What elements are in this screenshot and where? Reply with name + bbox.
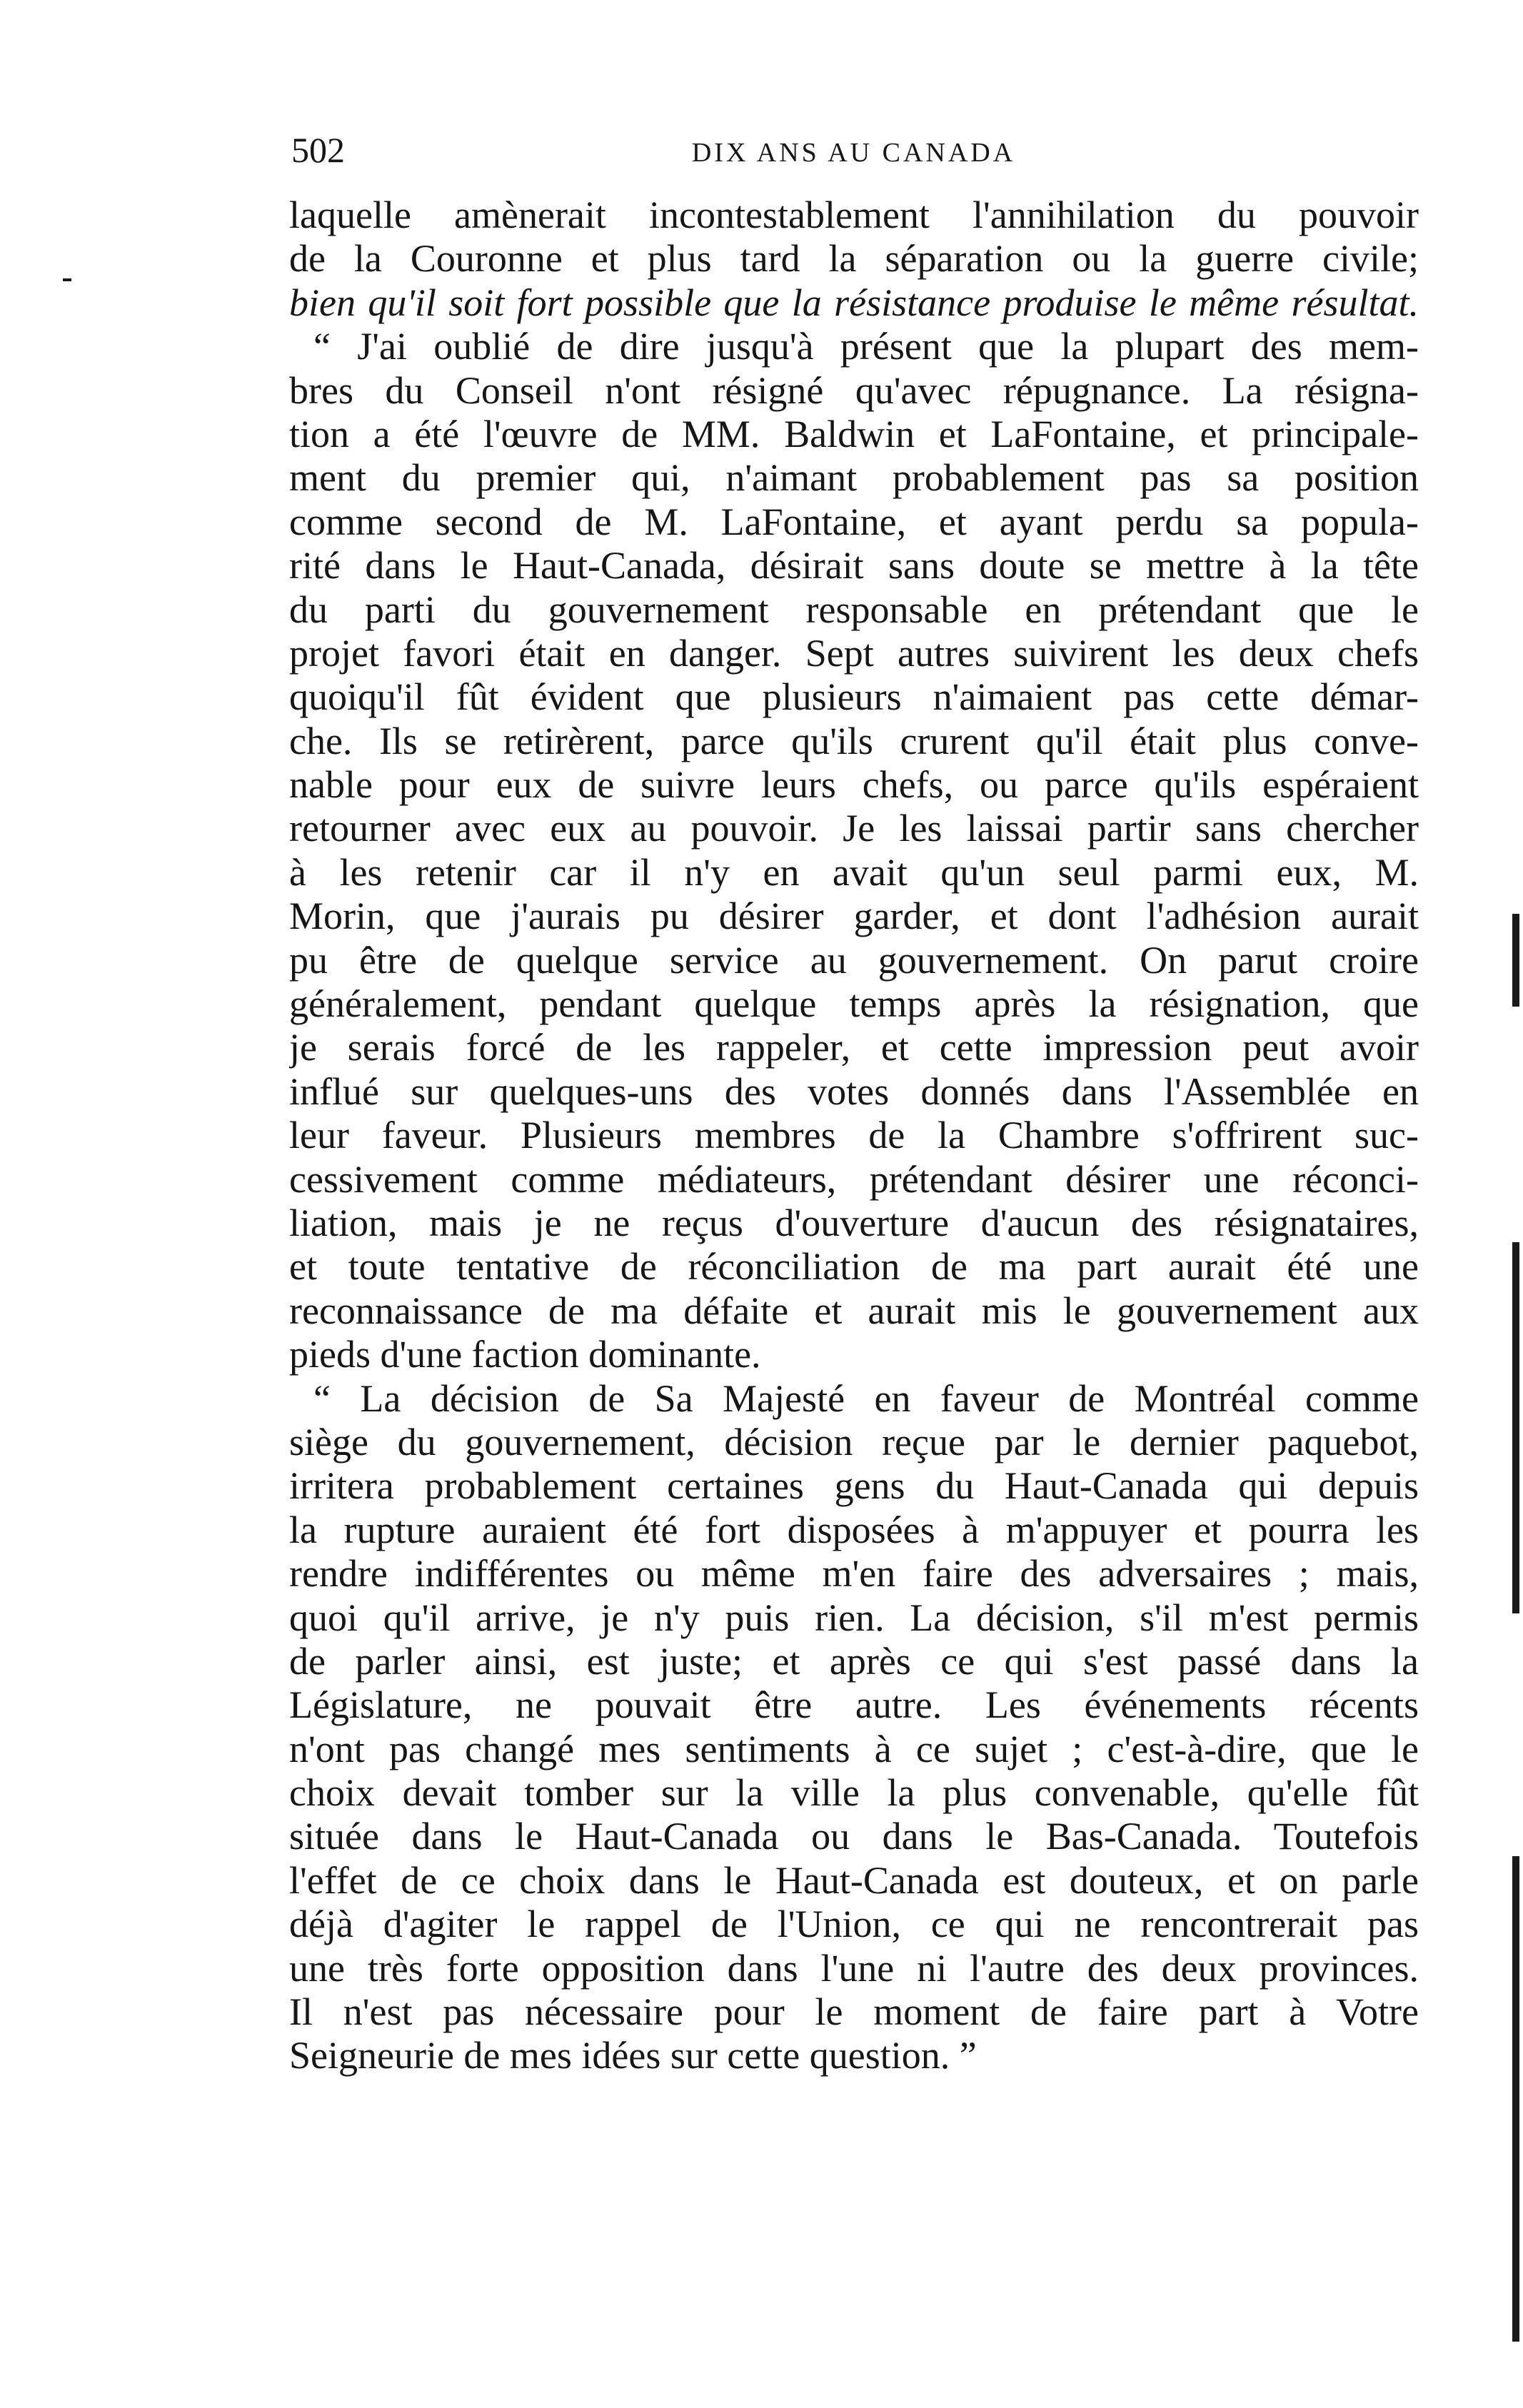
body-text	[289, 193, 1419, 2078]
text-line: bien qu'il soit fort possible que la résistance produise le même résultat.	[289, 281, 1419, 324]
text-line: choix devait tomber sur la ville la plus convenable, qu'elle fût	[289, 1771, 1419, 1815]
text-line: projet favori était en danger. Sept autres suivirent les deux chefs	[289, 631, 1419, 675]
text-line: cessivement comme médiateurs, prétendant désirer une réconci-	[289, 1157, 1419, 1201]
text-line: rendre indifférentes ou même m'en faire des adversaires ; mais,	[289, 1552, 1419, 1596]
scan-edge-mark	[1512, 1856, 1519, 2342]
text-line: comme second de M. LaFontaine, et ayant perdu sa popula-	[289, 500, 1419, 543]
text-line: quoiqu'il fût évident que plusieurs n'aimaient pas cette démar-	[289, 675, 1419, 719]
paragraph-end-line: Seigneurie de mes idées sur cette question. ”	[289, 2034, 977, 2077]
text-line: pu être de quelque service au gouvernement. On parut croire	[289, 938, 1419, 982]
scan-edge-mark	[1512, 1242, 1519, 1613]
text-line: du parti du gouvernement responsable en prétendant que le	[289, 588, 1419, 631]
paragraph-start-line: “ La décision de Sa Majesté en faveur de Montréal comme	[313, 1376, 1419, 1420]
running-title: DIX ANS AU CANADA	[691, 138, 1016, 168]
text-line: quoi qu'il arrive, je n'y puis rien. La décision, s'il m'est permis	[289, 1596, 1419, 1639]
text-line: laquelle amènerait incontestablement l'annihilation du pouvoir	[289, 193, 1419, 236]
text-line: la rupture auraient été fort disposées à m'appuyer et pourra les	[289, 1508, 1419, 1551]
text-line: de la Couronne et plus tard la séparation ou la guerre civile;	[289, 237, 1419, 281]
text-line: reconnaissance de ma défaite et aurait mis le gouvernement aux	[289, 1289, 1419, 1332]
text-line: je serais forcé de les rappeler, et cette impression peut avoir	[289, 1026, 1419, 1069]
paragraph-start-line: “ J'ai oublié de dire jusqu'à présent que la plupart des mem-	[313, 325, 1419, 368]
text-line: l'effet de ce choix dans le Haut-Canada est douteux, et on parle	[289, 1858, 1419, 1902]
text-line: siège du gouvernement, décision reçue par le dernier paquebot,	[289, 1420, 1419, 1464]
page-header	[291, 129, 1416, 171]
text-line: à les retenir car il n'y en avait qu'un seul parmi eux, M.	[289, 850, 1419, 894]
text-line: leur faveur. Plusieurs membres de la Chambre s'offrirent suc-	[289, 1114, 1419, 1157]
text-line: tion a été l'œuvre de MM. Baldwin et LaFontaine, et principale-	[289, 412, 1419, 455]
text-line: Morin, que j'aurais pu désirer garder, et dont l'adhésion aurait	[289, 895, 1419, 938]
text-line: bres du Conseil n'ont résigné qu'avec répugnance. La résigna-	[289, 368, 1419, 412]
text-line: de parler ainsi, est juste; et après ce qui s'est passé dans la	[289, 1639, 1419, 1683]
text-line: che. Ils se retirèrent, parce qu'ils crurent qu'il était plus conve-	[289, 719, 1419, 762]
paragraph-end-line: pieds d'une faction dominante.	[289, 1333, 761, 1376]
text-line: généralement, pendant quelque temps après la résignation, que	[289, 982, 1419, 1026]
text-line: une très forte opposition dans l'une ni l'autre des deux provinces.	[289, 1946, 1419, 1990]
text-line: influé sur quelques-uns des votes donnés dans l'Assemblée en	[289, 1069, 1419, 1113]
text-line: et toute tentative de réconciliation de ma part aurait été une	[289, 1245, 1419, 1289]
scan-edge-mark	[1512, 914, 1519, 1007]
margin-dash-mark	[63, 278, 71, 281]
text-line: Législature, ne pouvait être autre. Les événements récents	[289, 1683, 1419, 1727]
text-line: irritera probablement certaines gens du Haut-Canada qui depuis	[289, 1464, 1419, 1508]
text-line: nable pour eux de suivre leurs chefs, ou parce qu'ils espéraient	[289, 763, 1419, 807]
text-line: n'ont pas changé mes sentiments à ce sujet ; c'est-à-dire, que le	[289, 1727, 1419, 1770]
text-line: rité dans le Haut-Canada, désirait sans doute se mettre à la tête	[289, 544, 1419, 588]
text-line: retourner avec eux au pouvoir. Je les laissai partir sans chercher	[289, 807, 1419, 850]
page-number: 502	[291, 130, 345, 170]
text-line: déjà d'agiter le rappel de l'Union, ce qui ne rencontrerait pas	[289, 1903, 1419, 1946]
text-line: liation, mais je ne reçus d'ouverture d'aucun des résignataires,	[289, 1201, 1419, 1244]
text-line: située dans le Haut-Canada ou dans le Bas-Canada. Toutefois	[289, 1815, 1419, 1858]
text-line: ment du premier qui, n'aimant probablement pas sa position	[289, 456, 1419, 500]
text-line: Il n'est pas nécessaire pour le moment de faire part à Votre	[289, 1990, 1419, 2034]
